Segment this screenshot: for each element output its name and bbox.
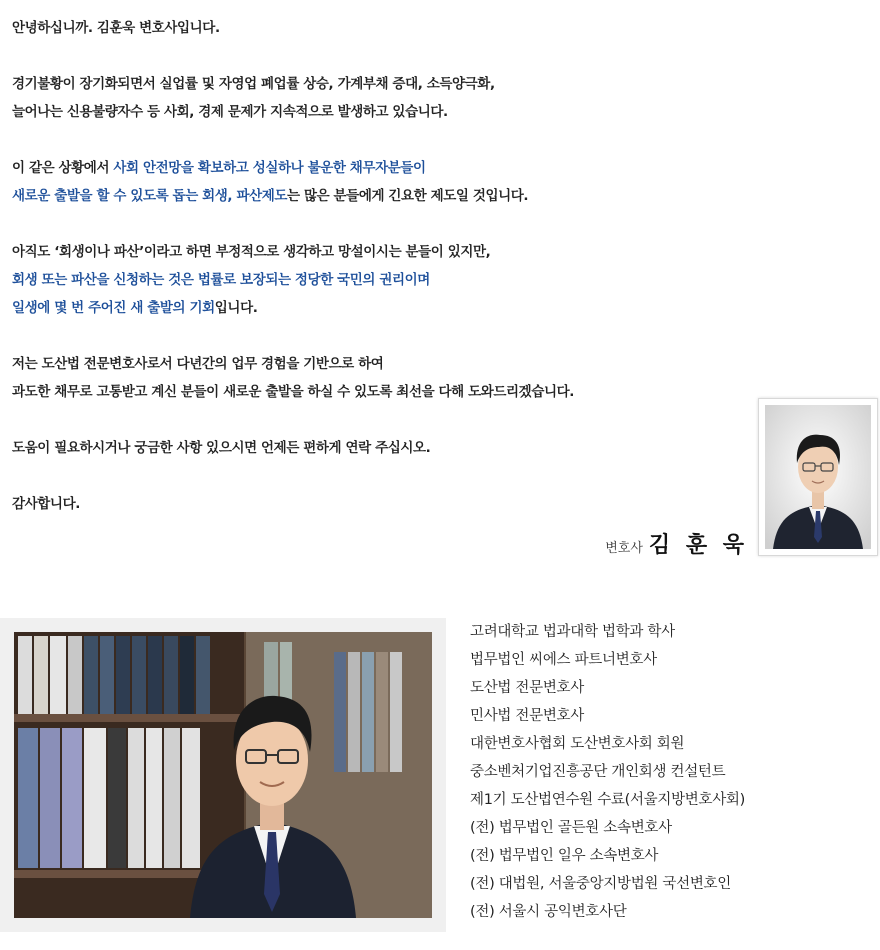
career-item: (전) 법무법인 일우 소속변호사 [470, 848, 659, 864]
paragraph-line [12, 294, 732, 322]
career-item: 제1기 도산법연수원 수료(서울지방변호사회) [470, 792, 745, 808]
career-item: 도산법 전문변호사 [470, 680, 584, 696]
plain-text: 입니다. [214, 300, 258, 316]
career-item: 대한변호사협회 도산변호사회 회원 [470, 736, 685, 752]
closing-line: 감사합니다. [12, 496, 80, 512]
bookshelf-portrait-image [14, 632, 432, 918]
paragraph-line [12, 182, 732, 210]
paragraph-line: 늘어나는 신용불량자수 등 사회, 경제 문제가 지속적으로 발생하고 있습니다. [12, 104, 448, 120]
paragraph-line: 과도한 채무로 고통받고 계신 분들이 새로운 출발을 하실 수 있도록 최선을 다해 도와드리겠습니다. [12, 384, 574, 400]
highlight-text: 일생에 몇 번 주어진 새 출발의 기회 [12, 300, 215, 316]
highlight-text: 새로운 출발을 할 수 있도록 돕는 회생, 파산제도 [12, 188, 288, 204]
career-item: (전) 법무법인 골든원 소속변호사 [470, 820, 672, 836]
lawyer-bookshelf-photo [0, 618, 446, 932]
paragraph-line: 도움이 필요하시거나 궁금한 사항 있으시면 언제든 편하게 연락 주십시오. [12, 440, 431, 456]
highlight-text: 사회 안전망을 확보하고 성실하나 불운한 채무자분들이 [113, 160, 426, 176]
highlight-text: 회생 또는 파산을 신청하는 것은 법률로 보장되는 정당한 국민의 권리이며 [12, 272, 430, 288]
greeting-text [12, 14, 732, 518]
paragraph-line [12, 154, 732, 182]
lawyer-portrait-photo [758, 398, 878, 556]
paragraph-line: 경기불황이 장기화되면서 실업률 및 자영업 폐업률 상승, 가계부채 증대, 소득양극화, [12, 76, 495, 92]
career-item: 중소벤처기업진흥공단 개인회생 컨설턴트 [470, 764, 726, 780]
career-item: (전) 서울시 공익변호사단 [470, 904, 627, 920]
paragraph-line: 아직도 ‘회생이나 파산’이라고 하면 부정적으로 생각하고 망설이시는 분들이 있지만, [12, 244, 491, 260]
career-item: 고려대학교 법과대학 법학과 학사 [470, 624, 675, 640]
plain-text: 는 많은 분들에게 긴요한 제도일 것입니다. [287, 188, 529, 204]
career-item: (전) 대법원, 서울중앙지방법원 국선변호인 [470, 876, 731, 892]
paragraph-line: 저는 도산법 전문변호사로서 다년간의 업무 경험을 기반으로 하여 [12, 356, 384, 372]
career-item: 민사법 전문변호사 [470, 708, 584, 724]
portrait-image [765, 405, 871, 549]
signature-name: 김 훈 욱 [648, 533, 748, 558]
career-item: 법무법인 씨에스 파트너변호사 [470, 652, 657, 668]
signature [605, 528, 748, 559]
career-list [470, 618, 870, 926]
plain-text: 이 같은 상황에서 [12, 160, 114, 176]
signature-title: 변호사 [605, 541, 643, 556]
greeting-line: 안녕하십니까. 김훈욱 변호사입니다. [12, 20, 220, 36]
